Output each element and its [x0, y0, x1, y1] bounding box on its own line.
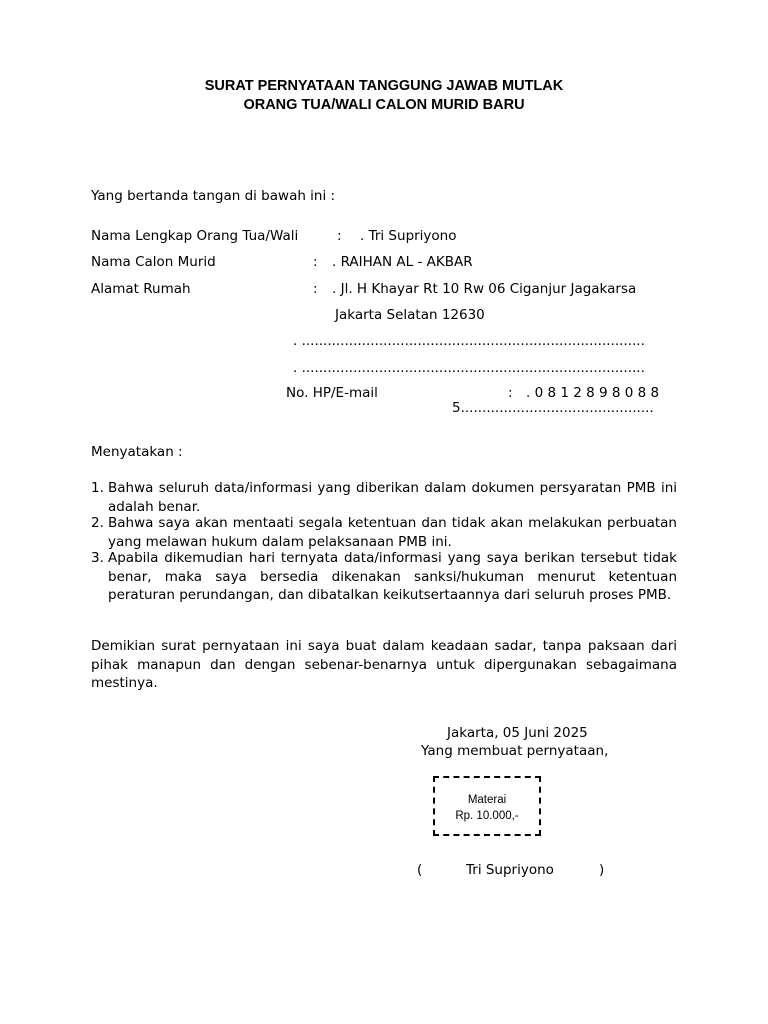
student-name-label: Nama Calon Murid: [91, 254, 216, 270]
statement-text: Bahwa saya akan mentaati segala ketentuan dan tidak akan melakukan perbuatan yang melawan hukum dalam pelaksanaan PMB ini.: [108, 515, 677, 550]
statement-number: 3.: [91, 550, 104, 566]
statement-number: 2.: [91, 515, 104, 531]
statement-text: Bahwa seluruh data/informasi yang diberikan dalam dokumen persyaratan PMB ini adalah benar.: [108, 480, 677, 515]
parent-name-label: Nama Lengkap Orang Tua/Wali: [91, 228, 299, 244]
statement-number: 1.: [91, 480, 104, 496]
contact-separator: :: [508, 385, 513, 401]
statement-heading: Menyatakan :: [91, 444, 183, 460]
document-title-line1: SURAT PERNYATAAN TANGGUNG JAWAB MUTLAK: [204, 78, 564, 94]
contact-line2: 5.............................................: [452, 400, 654, 416]
signature-maker-label: Yang membuat pernyataan,: [421, 743, 609, 759]
address-dotted-line1: . ................................................................................: [293, 333, 645, 349]
parent-name-separator: :: [337, 228, 342, 244]
parent-name-value: . Tri Supriyono: [360, 228, 457, 244]
address-line2: Jakarta Selatan 12630: [335, 307, 485, 323]
signature-open-paren: (: [417, 862, 423, 878]
address-value: . Jl. H Khayar Rt 10 Rw 06 Ciganjur Jagakarsa: [332, 281, 637, 297]
stamp-line2: Rp. 10.000,-: [455, 810, 519, 822]
materai-stamp-box: [433, 776, 541, 836]
stamp-line1: Materai: [467, 794, 507, 806]
intro-text: Yang bertanda tangan di bawah ini :: [91, 188, 336, 204]
signer-name: Tri Supriyono: [466, 862, 554, 878]
contact-value: . 0 8 1 2 8 9 8 0 8 8: [526, 385, 660, 401]
document-title-line2: ORANG TUA/WALI CALON MURID BARU: [243, 97, 525, 113]
contact-label: No. HP/E-mail: [286, 385, 378, 401]
address-dotted-line2: . ................................................................................: [293, 360, 645, 376]
closing-paragraph: Demikian surat pernyataan ini saya buat dalam keadaan sadar, tanpa paksaan dari pihak manapun dan dengan sebenar-benarnya untuk dipergunakan sebagaimana mestinya.: [91, 638, 677, 691]
place-date: Jakarta, 05 Juni 2025: [447, 725, 588, 741]
student-name-separator: :: [313, 254, 318, 270]
signature-close-paren: ): [599, 862, 605, 878]
address-separator: :: [313, 281, 318, 297]
student-name-value: . RAIHAN AL - AKBAR: [332, 254, 473, 270]
statement-text: Apabila dikemudian hari ternyata data/informasi yang saya berikan tersebut tidak benar, maka saya bersedia dikenakan sanksi/hukuman menurut ketentuan peraturan perundangan, dan dibatalkan keikutsertaannya dari seluruh proses PMB.: [108, 550, 677, 603]
address-label: Alamat Rumah: [91, 281, 191, 297]
